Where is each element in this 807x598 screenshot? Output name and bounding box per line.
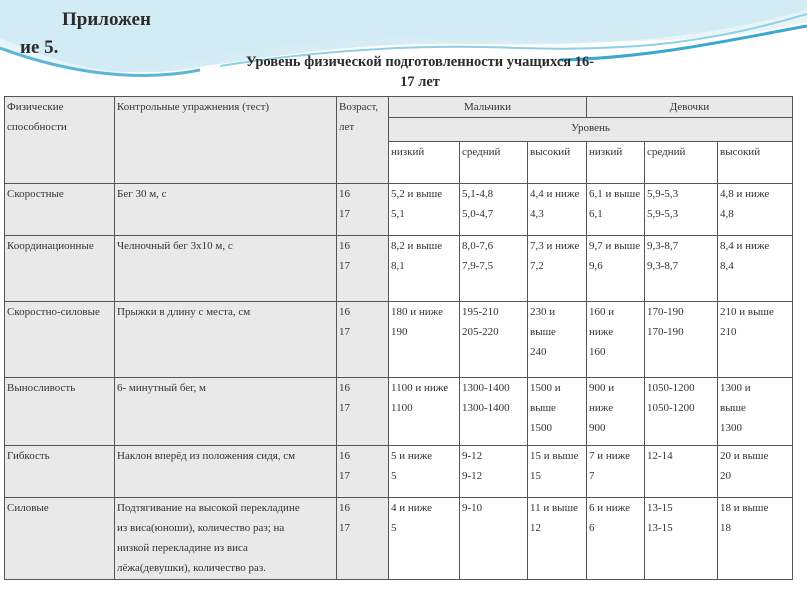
cell-g-mid — [645, 378, 718, 446]
cell-line: 195-210 — [462, 306, 499, 318]
cell-line: 230 и — [530, 306, 556, 318]
cell-line: 17 — [339, 402, 350, 414]
header-boys-high: высокий — [528, 142, 587, 184]
cell-text: Силовые — [7, 502, 49, 514]
cell-g-high — [718, 236, 793, 302]
cell-line: 9,7 и выше — [589, 240, 641, 252]
cell-line: 16 — [339, 382, 350, 394]
cell-b-high — [528, 236, 587, 302]
cell-line: лёжа(девушки), количество раз. — [117, 562, 266, 574]
header-girls-high: высокий — [718, 142, 793, 184]
cell-line: 240 — [530, 346, 547, 358]
cell-g-low — [587, 236, 645, 302]
cell-ability — [5, 184, 115, 236]
cell-exercise — [115, 498, 337, 580]
cell-line: 17 — [339, 470, 350, 482]
cell-line: выше — [530, 326, 556, 338]
cell-line: 160 и — [589, 306, 615, 318]
cell-text: Координационные — [7, 240, 94, 252]
cell-line: 4,3 — [530, 208, 544, 220]
header-girls-low: низкий — [587, 142, 645, 184]
table-row — [5, 498, 793, 580]
cell-b-mid — [460, 302, 528, 378]
cell-text: Прыжки в длину с места, см — [117, 306, 251, 318]
cell-text: Гибкость — [7, 450, 50, 462]
cell-g-low — [587, 184, 645, 236]
cell-line: 9,6 — [589, 260, 603, 272]
header-level: Уровень — [389, 118, 793, 142]
header-girls-mid: средний — [645, 142, 718, 184]
cell-line: 9,3-8,7 — [647, 260, 679, 272]
cell-g-high — [718, 446, 793, 498]
cell-line: 6 и ниже — [589, 502, 630, 514]
cell-line: выше — [720, 402, 746, 414]
cell-b-low — [389, 378, 460, 446]
cell-line: 900 и — [589, 382, 615, 394]
cell-line: 1500 — [530, 422, 552, 434]
cell-line: 5,2 и выше — [391, 188, 443, 200]
cell-line: низкой перекладине из виса — [117, 542, 248, 554]
cell-g-mid — [645, 236, 718, 302]
cell-text: Бег 30 м, с — [117, 188, 167, 200]
header-boys-mid: средний — [460, 142, 528, 184]
cell-line: 5,1-4,8 — [462, 188, 494, 200]
cell-age — [337, 498, 389, 580]
cell-line: 1100 — [391, 402, 413, 414]
cell-line: 18 — [720, 522, 731, 534]
table-row — [5, 302, 793, 378]
cell-line: 9-10 — [462, 502, 483, 514]
cell-b-mid — [460, 446, 528, 498]
cell-line: 16 — [339, 306, 350, 318]
cell-age — [337, 184, 389, 236]
cell-line: 8,0-7,6 — [462, 240, 494, 252]
cell-line: 8,1 — [391, 260, 405, 272]
cell-line: 15 и выше — [530, 450, 579, 462]
cell-age — [337, 378, 389, 446]
cell-line: 20 — [720, 470, 731, 482]
cell-line: 9,3-8,7 — [647, 240, 679, 252]
cell-line: 20 и выше — [720, 450, 769, 462]
cell-text: Выносливость — [7, 382, 76, 394]
cell-b-low — [389, 446, 460, 498]
table-row — [5, 446, 793, 498]
cell-exercise — [115, 378, 337, 446]
cell-line: 17 — [339, 522, 350, 534]
cell-ability — [5, 498, 115, 580]
cell-g-high — [718, 378, 793, 446]
cell-line: 6,1 и выше — [589, 188, 641, 200]
cell-text: Челночный бег 3х10 м, с — [117, 240, 233, 252]
cell-b-low — [389, 498, 460, 580]
cell-text: 6- минутный бег, м — [117, 382, 206, 394]
header-exercise: Контрольные упражнения (тест) — [115, 97, 337, 184]
cell-line: 5 и ниже — [391, 450, 432, 462]
cell-b-low — [389, 236, 460, 302]
cell-line: 7 — [589, 470, 595, 482]
cell-line: 210 — [720, 326, 737, 338]
cell-line: 210 и выше — [720, 306, 774, 318]
cell-line: 190 — [391, 326, 408, 338]
cell-line: 205-220 — [462, 326, 499, 338]
cell-g-mid — [645, 498, 718, 580]
header-boys: Мальчики — [389, 97, 587, 118]
cell-ability — [5, 378, 115, 446]
cell-g-mid — [645, 302, 718, 378]
cell-text: Скоростные — [7, 188, 64, 200]
cell-exercise — [115, 236, 337, 302]
cell-g-low — [587, 378, 645, 446]
cell-b-low — [389, 302, 460, 378]
header-age: Возраст, лет — [337, 97, 389, 184]
cell-text: Наклон вперёд из положения сидя, см — [117, 450, 296, 462]
cell-b-low — [389, 184, 460, 236]
cell-g-high — [718, 498, 793, 580]
cell-line: 1300 — [720, 422, 742, 434]
cell-line: 1100 и ниже — [391, 382, 449, 394]
appendix-line-1: Приложен — [62, 9, 151, 30]
cell-line: 17 — [339, 208, 350, 220]
cell-line: 5,0-4,7 — [462, 208, 494, 220]
header-boys-low: низкий — [389, 142, 460, 184]
cell-line: 16 — [339, 188, 350, 200]
cell-g-mid — [645, 184, 718, 236]
cell-line: 1300-1400 — [462, 402, 510, 414]
cell-g-high — [718, 302, 793, 378]
cell-line: 7,9-7,5 — [462, 260, 494, 272]
cell-age — [337, 446, 389, 498]
cell-g-low — [587, 498, 645, 580]
cell-line: 13-15 — [647, 522, 673, 534]
cell-line: 13-15 — [647, 502, 673, 514]
cell-line: 5,9-5,3 — [647, 188, 679, 200]
cell-g-low — [587, 446, 645, 498]
cell-line: 17 — [339, 260, 350, 272]
cell-ability — [5, 446, 115, 498]
cell-exercise — [115, 446, 337, 498]
title-line-1: Уровень физической подготовленности учащихся 16- — [245, 54, 595, 70]
cell-b-high — [528, 302, 587, 378]
cell-ability — [5, 302, 115, 378]
cell-ability — [5, 236, 115, 302]
cell-line: 16 — [339, 502, 350, 514]
cell-line: Подтягивание на высокой перекладине — [117, 502, 300, 514]
cell-line: 1500 и — [530, 382, 561, 394]
cell-line: 1300 и — [720, 382, 751, 394]
cell-exercise — [115, 302, 337, 378]
table-body — [5, 184, 793, 580]
cell-line: 4,8 и ниже — [720, 188, 770, 200]
cell-g-mid — [645, 446, 718, 498]
cell-age — [337, 302, 389, 378]
cell-line: 12 — [530, 522, 541, 534]
table-row — [5, 236, 793, 302]
cell-b-mid — [460, 498, 528, 580]
cell-b-mid — [460, 184, 528, 236]
cell-line: 180 и ниже — [391, 306, 443, 318]
cell-line: 1300-1400 — [462, 382, 510, 394]
cell-line: 170-190 — [647, 326, 684, 338]
cell-text: Скоростно-силовые — [7, 306, 100, 318]
cell-line: 5,1 — [391, 208, 405, 220]
cell-line: выше — [530, 402, 556, 414]
cell-line: 12-14 — [647, 450, 673, 462]
appendix-line-2: ие 5. — [20, 37, 59, 58]
table-row — [5, 184, 793, 236]
cell-line: 6,1 — [589, 208, 603, 220]
document-title — [190, 52, 650, 92]
cell-line: 18 и выше — [720, 502, 769, 514]
cell-b-mid — [460, 236, 528, 302]
cell-line: ниже — [589, 326, 614, 338]
cell-age — [337, 236, 389, 302]
fitness-levels-table — [4, 96, 793, 580]
cell-exercise — [115, 184, 337, 236]
cell-line: 4 и ниже — [391, 502, 432, 514]
cell-line: из виса(юноши), количество раз; на — [117, 522, 285, 534]
cell-line: 8,4 — [720, 260, 734, 272]
cell-line: 4,8 — [720, 208, 734, 220]
cell-line: 9-12 — [462, 450, 483, 462]
cell-line: 6 — [589, 522, 595, 534]
cell-line: 8,2 и выше — [391, 240, 443, 252]
appendix-label — [20, 6, 180, 62]
header-ability: Физические способности — [5, 97, 115, 184]
cell-b-high — [528, 446, 587, 498]
cell-line: 9-12 — [462, 470, 483, 482]
cell-line: 4,4 и ниже — [530, 188, 580, 200]
cell-b-high — [528, 498, 587, 580]
cell-line: 16 — [339, 450, 350, 462]
cell-line: 170-190 — [647, 306, 684, 318]
cell-line: 17 — [339, 326, 350, 338]
cell-line: 160 — [589, 346, 606, 358]
cell-line: 5,9-5,3 — [647, 208, 679, 220]
cell-line: 15 — [530, 470, 541, 482]
cell-line: 16 — [339, 240, 350, 252]
cell-line: 11 и выше — [530, 502, 578, 514]
cell-line: 7,2 — [530, 260, 544, 272]
cell-line: 5 — [391, 470, 397, 482]
cell-b-high — [528, 378, 587, 446]
header-girls: Девочки — [587, 97, 793, 118]
cell-b-high — [528, 184, 587, 236]
cell-g-high — [718, 184, 793, 236]
cell-line: 8,4 и ниже — [720, 240, 770, 252]
cell-line: 7,3 и ниже — [530, 240, 580, 252]
cell-line: 1050-1200 — [647, 382, 695, 394]
cell-b-mid — [460, 378, 528, 446]
cell-line: 900 — [589, 422, 606, 434]
cell-line: 5 — [391, 522, 397, 534]
cell-line: 7 и ниже — [589, 450, 630, 462]
cell-line: ниже — [589, 402, 614, 414]
title-line-2: 17 лет — [400, 74, 440, 90]
cell-line: 1050-1200 — [647, 402, 695, 414]
table-row — [5, 378, 793, 446]
cell-g-low — [587, 302, 645, 378]
